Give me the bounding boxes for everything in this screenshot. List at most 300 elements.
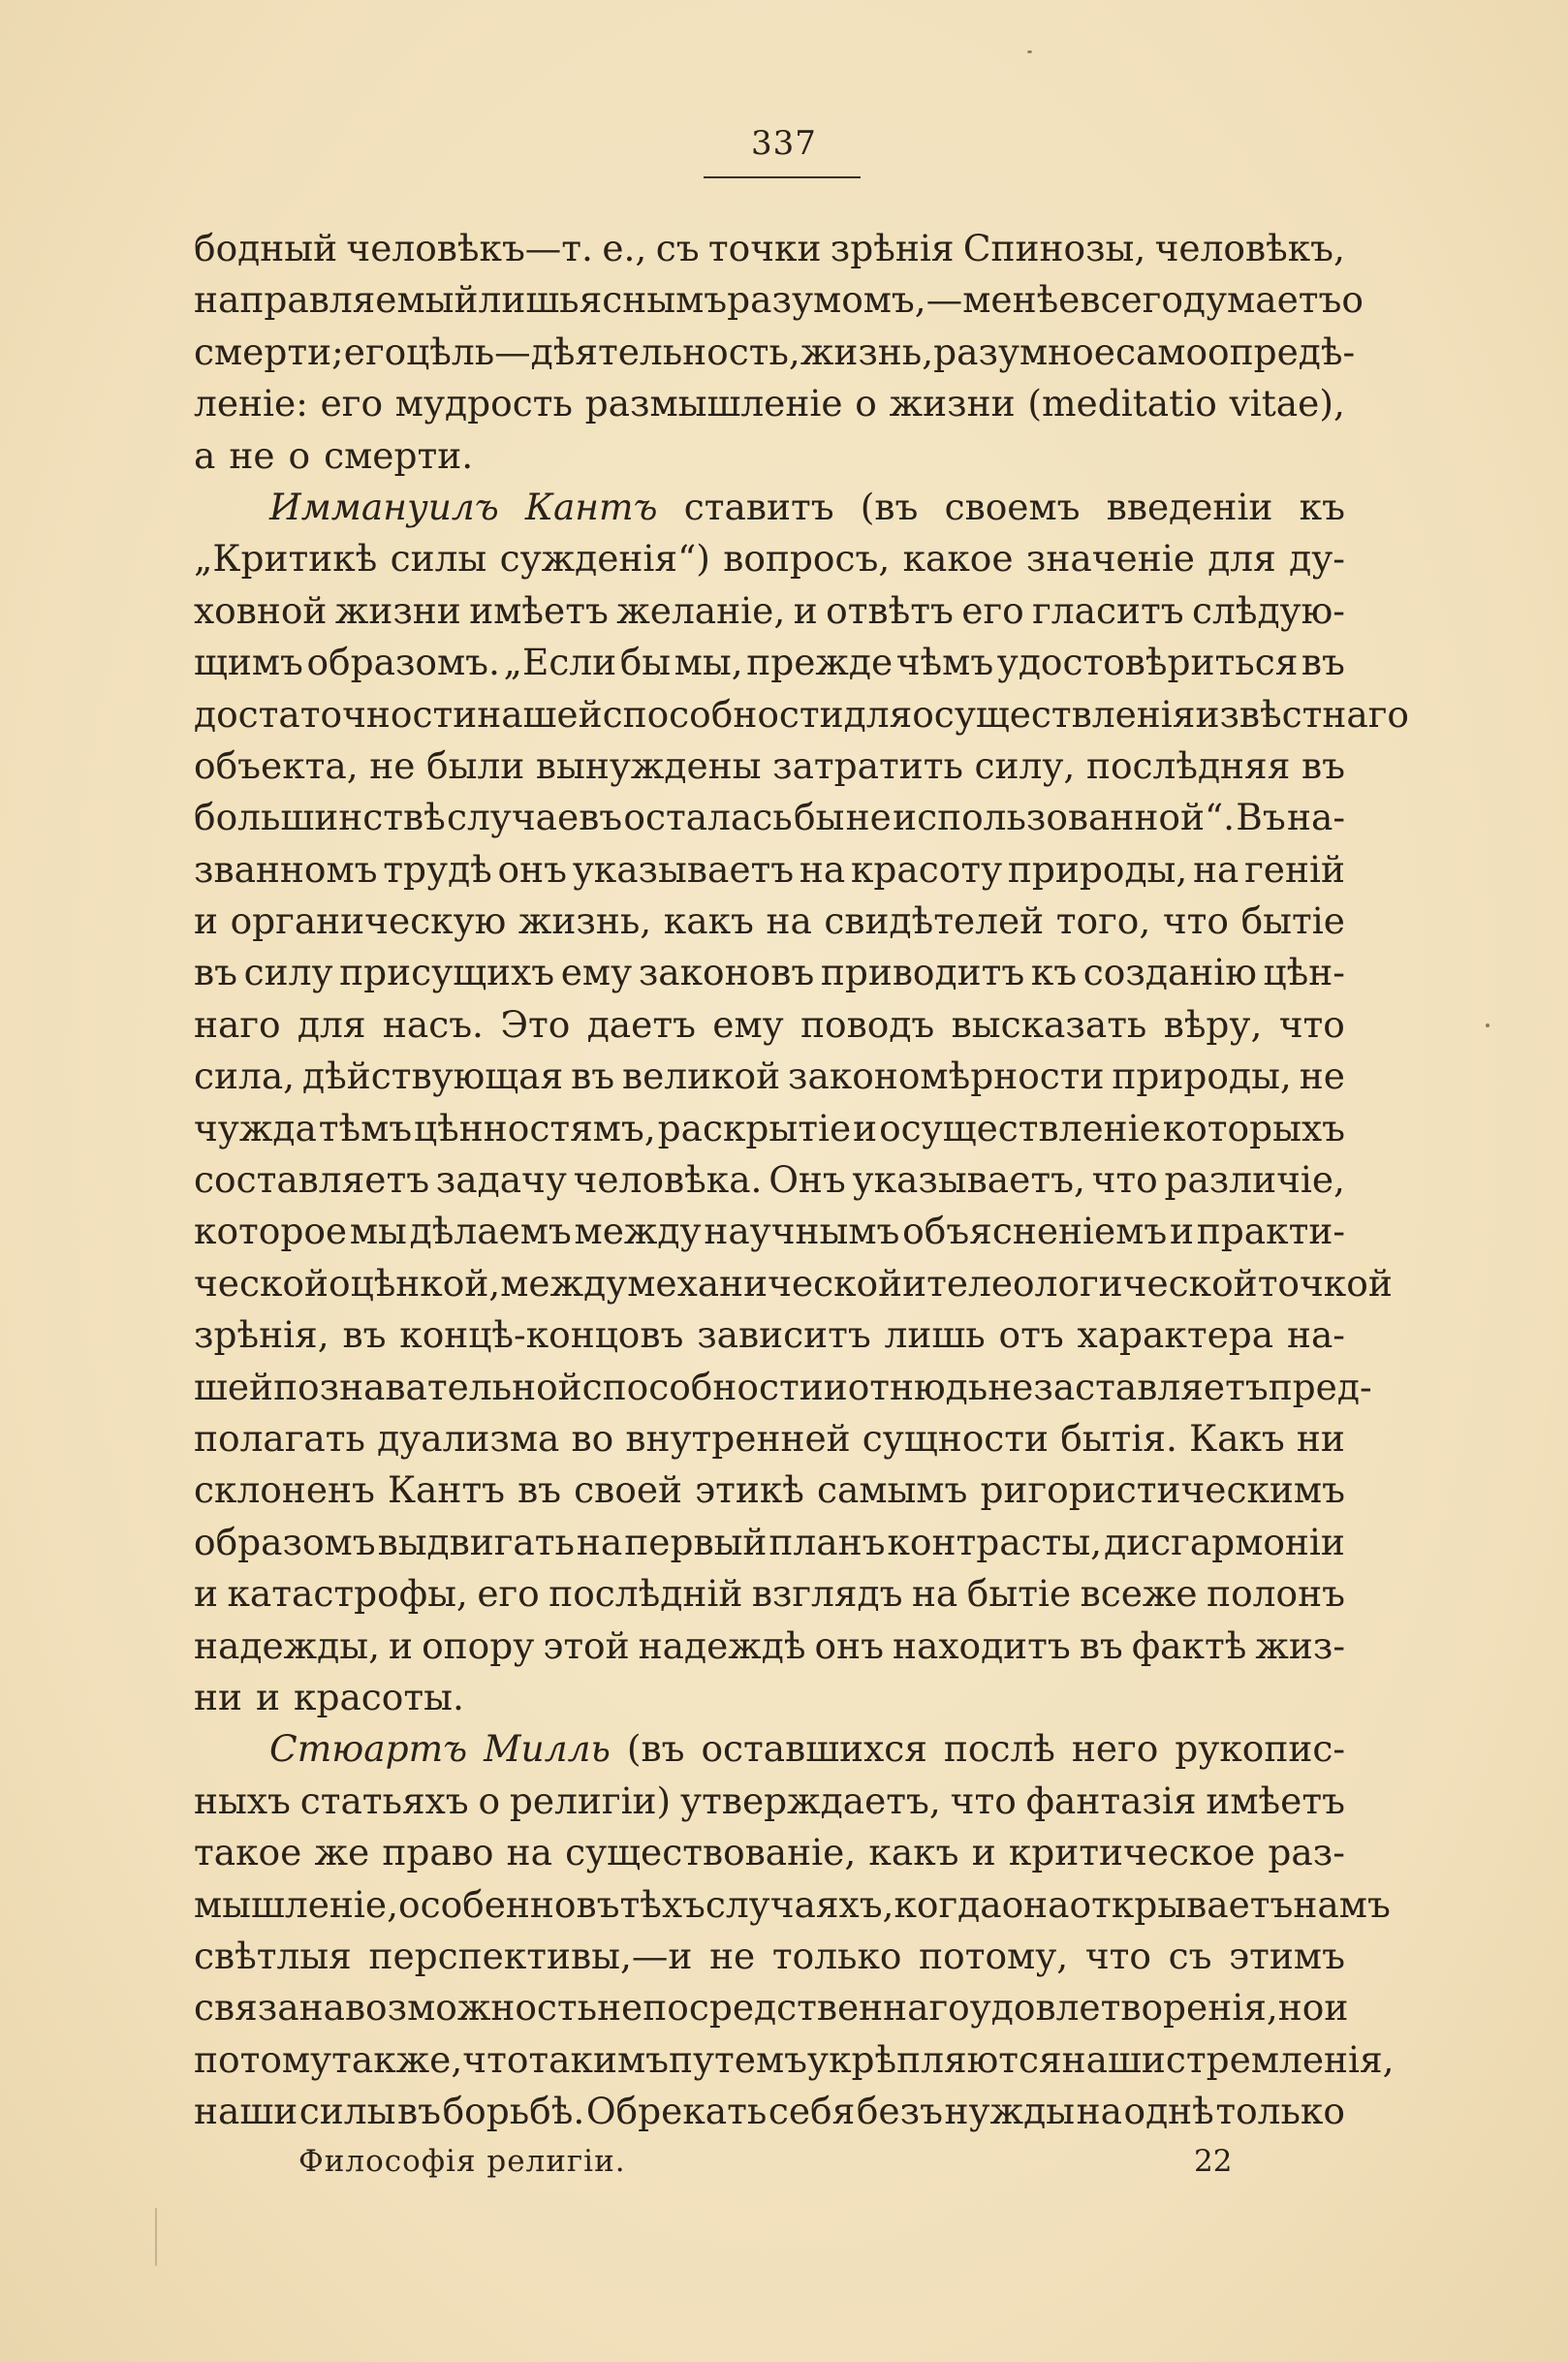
- word: въ: [1079, 1623, 1123, 1667]
- word: перспективы,—и: [368, 1934, 693, 1977]
- word: съ: [655, 227, 700, 269]
- word: полагать: [194, 1416, 365, 1460]
- word: думаетъ: [1182, 278, 1342, 322]
- text-line: [194, 2034, 1395, 2086]
- word: приводитъ: [820, 951, 1025, 994]
- word: практи-: [1196, 1210, 1345, 1253]
- word: же: [314, 1831, 370, 1874]
- word: безъ: [856, 2090, 943, 2133]
- word: великой: [621, 1055, 781, 1098]
- word: всеже: [1080, 1572, 1198, 1616]
- word: раз-: [1268, 1831, 1345, 1874]
- word: ему: [560, 951, 633, 994]
- word: ныхъ: [194, 1779, 291, 1822]
- word: извѣстнаго: [1195, 692, 1409, 736]
- word: дуализма: [377, 1416, 560, 1460]
- word: между: [500, 1261, 628, 1305]
- word: потому: [194, 2037, 332, 2081]
- word: бодный: [194, 227, 338, 269]
- word: зрѣнія: [830, 227, 955, 269]
- word: человѣкъ—т.: [346, 227, 593, 269]
- word: утверждаетъ,: [680, 1779, 941, 1822]
- word: Это: [500, 1002, 571, 1046]
- word: этой: [543, 1623, 630, 1667]
- word: и: [902, 1261, 927, 1305]
- word: бытіе: [1240, 899, 1345, 943]
- word: потому,: [919, 1934, 1069, 1977]
- word: прежде: [746, 641, 894, 684]
- word: бы: [793, 796, 845, 839]
- text-line: [194, 1464, 1345, 1516]
- word: внутренней: [625, 1416, 851, 1460]
- word: между: [574, 1210, 702, 1253]
- text-line: [194, 1723, 1345, 1775]
- word: своемъ: [944, 485, 1081, 528]
- word: и: [194, 899, 218, 943]
- word: ду-: [1289, 537, 1345, 581]
- word: однѣ: [1123, 2090, 1214, 2133]
- word: фактѣ: [1131, 1623, 1247, 1667]
- word: е.,: [602, 227, 647, 269]
- word: особенно: [398, 1882, 577, 1926]
- word: и: [389, 1623, 414, 1667]
- word: укрѣпляются: [807, 2037, 1062, 2081]
- text-line: [194, 1776, 1345, 1827]
- word: силу: [243, 951, 333, 994]
- word: указываетъ,: [852, 1158, 1085, 1202]
- page-number: 337: [751, 124, 817, 163]
- word: (въ: [860, 485, 919, 528]
- word: дисгармоніи: [1104, 1520, 1345, 1563]
- body-text: [194, 223, 1409, 2137]
- text-line: [194, 896, 1345, 947]
- word: бы: [619, 641, 672, 684]
- word: послѣдній: [549, 1572, 743, 1616]
- word: которое: [194, 1210, 348, 1253]
- word: взглядъ: [751, 1572, 903, 1616]
- word: какъ: [868, 1831, 959, 1874]
- word: нашей: [477, 692, 603, 736]
- word: и: [971, 1831, 996, 1874]
- word: имѣетъ: [1206, 1779, 1345, 1822]
- word: объекта,: [194, 743, 359, 787]
- word: этимъ: [1229, 1934, 1345, 1977]
- text-line: [194, 1309, 1345, 1361]
- word: красоту: [850, 847, 1003, 891]
- word: во: [571, 1416, 614, 1460]
- word: мы: [349, 1210, 407, 1253]
- word: о: [288, 433, 311, 477]
- word: человѣка.: [573, 1158, 763, 1202]
- word: себя: [768, 2090, 856, 2133]
- word: размышленіе: [584, 382, 843, 425]
- word: природы,: [1007, 847, 1188, 891]
- word: своей: [574, 1468, 683, 1512]
- text-line: [194, 533, 1345, 584]
- word: (въ: [626, 1727, 685, 1771]
- word: и: [194, 1572, 218, 1616]
- word: званномъ: [194, 847, 378, 891]
- word: жизни: [334, 588, 461, 632]
- word: и: [853, 1106, 878, 1150]
- word: право: [382, 1831, 494, 1874]
- word: фантазія: [1025, 1779, 1197, 1822]
- word: нужды: [944, 2090, 1076, 2133]
- word: вынуждены: [535, 743, 762, 787]
- word: характера: [1077, 1313, 1274, 1357]
- word: контрасты,: [887, 1520, 1103, 1563]
- word: дѣйствующая: [302, 1055, 564, 1098]
- word: на: [1076, 2090, 1122, 2133]
- word: значеніе: [1025, 537, 1195, 581]
- word: на: [1193, 847, 1239, 891]
- word: шей: [194, 1365, 274, 1408]
- word: ригористическимъ: [980, 1468, 1345, 1512]
- word: для: [297, 1002, 366, 1046]
- word: жизнь,: [800, 330, 934, 373]
- word: трудѣ: [383, 847, 492, 891]
- word: леніе:: [194, 382, 308, 425]
- word: не: [988, 1365, 1034, 1408]
- word: насъ.: [382, 1002, 484, 1046]
- word: геній: [1244, 847, 1345, 891]
- text-line: [194, 327, 1356, 378]
- text-line: [194, 1362, 1372, 1413]
- word: она: [1001, 1882, 1070, 1926]
- word: отнюдь: [847, 1365, 988, 1408]
- text-line: [194, 1568, 1345, 1620]
- word: использованной“.: [893, 796, 1236, 839]
- word: телеологической: [926, 1261, 1258, 1305]
- word: отъ: [998, 1313, 1064, 1357]
- word: и: [256, 1675, 280, 1718]
- word: мышленіе,: [194, 1882, 398, 1926]
- word: открываетъ: [1069, 1882, 1294, 1926]
- word: имѣетъ: [469, 588, 609, 632]
- word: задачу: [435, 1158, 567, 1202]
- word: способности: [581, 1365, 824, 1408]
- text-line: [194, 1258, 1393, 1309]
- word: пред-: [1268, 1365, 1372, 1408]
- word: не: [709, 1934, 756, 1977]
- word: раскрытіе: [657, 1106, 852, 1150]
- word: возможность: [344, 1986, 598, 2030]
- word: Обрекать: [585, 2090, 768, 2133]
- word: были: [426, 743, 525, 787]
- word: а: [194, 433, 216, 477]
- word: ни: [194, 1675, 242, 1718]
- word: къ: [1299, 485, 1345, 528]
- text-line: [194, 482, 1345, 533]
- word: не: [1299, 1055, 1345, 1098]
- word: Въ: [1236, 796, 1286, 839]
- word: концѣ-концовъ: [399, 1313, 684, 1357]
- word: vitae),: [1229, 382, 1345, 425]
- word: образомъ.: [306, 641, 500, 684]
- word: въ: [1301, 743, 1345, 787]
- word: онъ: [814, 1623, 884, 1667]
- word: различіе,: [1164, 1158, 1345, 1202]
- word: для: [1207, 537, 1276, 581]
- word: что: [1084, 1934, 1151, 1977]
- paper-speck: [1486, 1024, 1490, 1027]
- word: оставшихся: [701, 1727, 927, 1771]
- word: на: [506, 1831, 552, 1874]
- word: цѣнностямъ,: [414, 1106, 656, 1150]
- word: въ: [571, 1055, 615, 1098]
- word: на: [799, 847, 846, 891]
- text-line: [194, 844, 1345, 896]
- word: которыхъ: [1162, 1106, 1345, 1150]
- word: о: [855, 382, 877, 425]
- word: связана: [194, 1986, 345, 2030]
- word: стремленія,: [1165, 2037, 1395, 2081]
- word: разумомъ,—менѣе: [727, 278, 1081, 322]
- word: такимъ: [528, 2037, 669, 2081]
- word: смерти.: [324, 433, 474, 477]
- word: закономѣрности: [788, 1055, 1105, 1098]
- word: жиз-: [1255, 1623, 1345, 1667]
- word: высказать: [951, 1002, 1147, 1046]
- word: большинствѣ: [194, 796, 446, 839]
- text-line: [194, 1154, 1345, 1206]
- word: познавательной: [273, 1365, 582, 1408]
- text-line: [194, 637, 1345, 688]
- word: составляетъ: [194, 1158, 430, 1202]
- word: въ: [397, 2090, 441, 2133]
- word: ческой: [194, 1261, 329, 1305]
- text-line: [194, 689, 1409, 740]
- word: что: [1162, 899, 1229, 943]
- word: какъ: [663, 899, 754, 943]
- word: гласитъ: [1032, 588, 1184, 632]
- word: ему: [712, 1002, 784, 1046]
- word: затратить: [772, 743, 963, 787]
- word: оцѣнкой,: [329, 1261, 501, 1305]
- word: Милль: [484, 1727, 611, 1771]
- word: только: [1215, 2090, 1345, 2133]
- text-line: [194, 223, 1345, 274]
- word: вѣру,: [1163, 1002, 1263, 1046]
- word: слѣдую-: [1192, 588, 1345, 632]
- word: въ: [517, 1468, 562, 1512]
- word: жизнь,: [517, 899, 652, 943]
- word: мудрость: [394, 382, 573, 425]
- word: разумное: [933, 330, 1115, 373]
- word: религіи): [509, 1779, 672, 1822]
- word: чѣмъ: [895, 641, 994, 684]
- word: ни: [1296, 1416, 1345, 1460]
- word: жизни: [889, 382, 1016, 425]
- word: онъ: [497, 847, 567, 891]
- word: удостовѣриться: [996, 641, 1299, 684]
- word: и: [823, 1365, 848, 1408]
- text-line: [194, 1982, 1349, 2033]
- word: въ: [1301, 641, 1345, 684]
- word: ховной: [194, 588, 328, 632]
- word: бытія.: [1060, 1416, 1177, 1460]
- word: послѣ: [943, 1727, 1055, 1771]
- word: вопросъ,: [723, 537, 891, 581]
- word: Кантъ: [387, 1468, 505, 1512]
- word: когда: [894, 1882, 1002, 1926]
- word: всего: [1080, 278, 1183, 322]
- text-line: [194, 1621, 1345, 1672]
- word: и: [1324, 1986, 1349, 2030]
- text-line: [194, 2086, 1345, 2137]
- word: намъ: [1293, 1882, 1391, 1926]
- word: что: [950, 1779, 1017, 1822]
- word: также,: [331, 2037, 463, 2081]
- word: цѣн-: [1263, 951, 1345, 994]
- word: точки: [707, 227, 822, 269]
- word: надежды,: [194, 1623, 380, 1667]
- word: рукопис-: [1175, 1727, 1345, 1771]
- word: „Критикѣ: [194, 537, 378, 581]
- word: присущихъ: [339, 951, 555, 994]
- word: на-: [1286, 1313, 1345, 1357]
- footer-signature: Философія религіи.: [298, 2144, 626, 2179]
- text-line: [194, 274, 1364, 326]
- word: катастрофы,: [227, 1572, 468, 1616]
- word: существованіе,: [565, 1831, 857, 1874]
- word: красоты.: [294, 1675, 464, 1718]
- word: о: [478, 1779, 501, 1822]
- word: только: [771, 1934, 902, 1977]
- word: выдвигать: [377, 1520, 575, 1563]
- word: него: [1071, 1727, 1159, 1771]
- word: его: [961, 588, 1024, 632]
- word: силу,: [974, 743, 1076, 787]
- word: научнымъ: [704, 1210, 900, 1253]
- word: осуществленія: [912, 692, 1196, 736]
- word: удовлетворенія,: [969, 1986, 1278, 2030]
- word: его: [343, 330, 407, 373]
- word: какое: [902, 537, 1014, 581]
- word: путемъ: [668, 2037, 808, 2081]
- word: чужда: [194, 1106, 317, 1150]
- text-line: [194, 378, 1345, 429]
- word: сужденія“): [499, 537, 710, 581]
- word: яснымъ: [579, 278, 728, 322]
- word: находитъ: [893, 1623, 1071, 1667]
- word: наши: [1061, 2037, 1166, 2081]
- word: тѣхъ: [619, 1882, 706, 1926]
- text-line: [194, 947, 1345, 998]
- word: и: [793, 588, 818, 632]
- word: Стюартъ: [269, 1727, 468, 1771]
- text-line: [194, 792, 1345, 843]
- text-line: [194, 1413, 1345, 1464]
- word: не: [369, 743, 416, 787]
- word: послѣдняя: [1085, 743, 1291, 787]
- word: не: [845, 796, 892, 839]
- word: что: [462, 2037, 529, 2081]
- word: Кантъ: [524, 485, 658, 528]
- word: дѣлаемъ: [409, 1210, 572, 1253]
- word: на: [766, 899, 812, 943]
- word: лишь: [478, 278, 580, 322]
- word: сущности: [862, 1416, 1050, 1460]
- word: свѣтлыя: [194, 1934, 352, 1977]
- word: мы,: [674, 641, 743, 684]
- word: заставляетъ: [1033, 1365, 1269, 1408]
- word: желаніе,: [616, 588, 786, 632]
- word: полонъ: [1207, 1572, 1345, 1616]
- word: того,: [1055, 899, 1151, 943]
- word: ставитъ: [683, 485, 834, 528]
- word: склоненъ: [194, 1468, 375, 1512]
- word: способности: [602, 692, 844, 736]
- word: зрѣнія,: [194, 1313, 329, 1357]
- word: органическую: [230, 899, 507, 943]
- word: Иммануилъ: [269, 485, 499, 528]
- word: о: [1341, 278, 1364, 322]
- word: направляемый: [194, 278, 479, 322]
- word: этикѣ: [695, 1468, 804, 1512]
- signature-number: 22: [1194, 2144, 1233, 2179]
- word: достаточности: [194, 692, 478, 736]
- text-line: [194, 999, 1345, 1051]
- word: „Если: [503, 641, 617, 684]
- word: статьяхъ: [299, 1779, 469, 1822]
- paper-speck: [1027, 50, 1032, 53]
- word: созданію: [1082, 951, 1257, 994]
- word: его: [477, 1572, 540, 1616]
- text-line: [194, 1672, 1345, 1723]
- word: человѣкъ,: [1154, 227, 1345, 269]
- word: лишь: [884, 1313, 986, 1357]
- word: на: [576, 1520, 623, 1563]
- word: такое: [194, 1831, 302, 1874]
- text-line: [194, 1827, 1345, 1878]
- word: непосредственнаго: [597, 1986, 970, 2030]
- text-line: [194, 1103, 1345, 1154]
- word: что: [1091, 1158, 1158, 1202]
- text-line: [194, 1517, 1345, 1568]
- word: отвѣтъ: [826, 588, 954, 632]
- word: осуществленіе: [879, 1106, 1161, 1150]
- word: его: [320, 382, 384, 425]
- word: щимъ: [194, 641, 303, 684]
- word: первый: [624, 1520, 768, 1563]
- word: планъ: [768, 1520, 886, 1563]
- word: на-: [1286, 796, 1345, 839]
- word: въ: [194, 951, 237, 994]
- word: введеніи: [1106, 485, 1273, 528]
- word: въ: [576, 1882, 620, 1926]
- word: осталась: [623, 796, 793, 839]
- word: случаяхъ,: [705, 1882, 894, 1926]
- word: съ: [1168, 1934, 1212, 1977]
- text-line: [194, 1879, 1391, 1931]
- word: смерти;: [194, 330, 344, 373]
- word: Какъ: [1189, 1416, 1285, 1460]
- paper-speck: [155, 2208, 157, 2266]
- word: указываетъ: [572, 847, 795, 891]
- word: къ: [1030, 951, 1078, 994]
- text-line: [194, 430, 1345, 482]
- word: наго: [194, 1002, 281, 1046]
- text-line: [194, 740, 1345, 792]
- word: Спинозы,: [962, 227, 1146, 269]
- header-rule: [704, 176, 861, 178]
- word: для: [843, 692, 913, 736]
- word: тѣмъ: [318, 1106, 413, 1150]
- word: природы,: [1112, 1055, 1292, 1098]
- word: самоопредѣ-: [1114, 330, 1356, 373]
- word: въ: [342, 1313, 387, 1357]
